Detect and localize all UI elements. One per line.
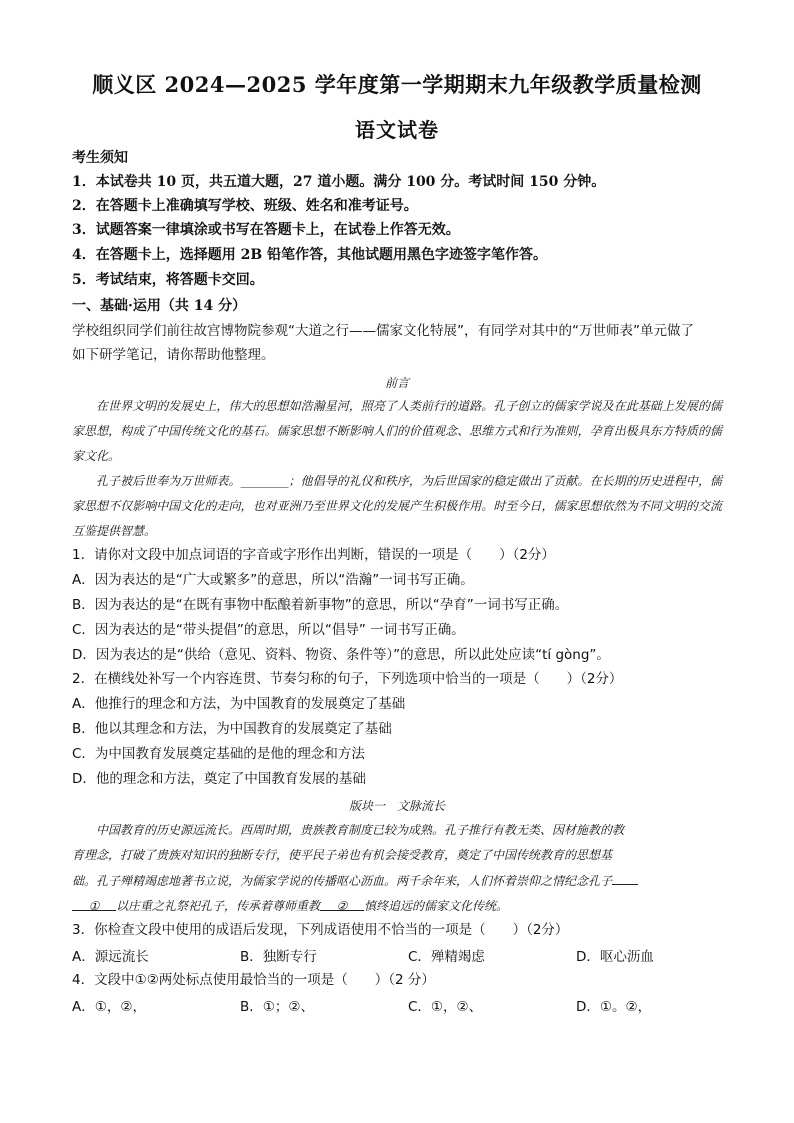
preface-passage	[72, 394, 722, 544]
question-2-option-a: A．他推行的理念和方法，为中国教育的发展奠定了基础	[72, 696, 406, 712]
notice-item: 5．考试结束，将答题卡交回。	[72, 272, 264, 288]
module-passage-line-text: 以庄重之礼祭祀孔子，传承着尊师重教	[116, 899, 321, 913]
question-3-option-d: D．呕心沥血	[576, 949, 654, 965]
blank-marker-1: ①	[72, 894, 116, 911]
module-passage-line: 育理念，打破了贵族对知识的独断专行，使平民子弟也有机会接受教育，奠定了中国传统教育的思想基	[72, 848, 613, 862]
question-1-option-b: B．因为表达的是“在既有事物中酝酿着新事物”的意思，所以“孕育”一词书写正确。	[72, 597, 569, 613]
module-passage-line-text: 慎终追远的儒家文化传统。	[364, 899, 509, 913]
notice-item: 2．在答题卡上准确填写学校、班级、姓名和准考证号。	[72, 198, 418, 214]
module-passage	[72, 818, 722, 919]
question-1-option-d: D．因为表达的是“供给（意见、资料、物资、条件等）”的意思，所以此处应读“tí gòng”。	[72, 647, 610, 663]
question-4-option-c: C．①，②、	[408, 999, 483, 1015]
blank-marker-2: ②	[320, 894, 364, 911]
notice-item: 4．在答题卡上，选择题用 2B 铅笔作答，其他试题用黑色字迹签字笔作答。	[72, 247, 548, 263]
question-2-option-d: D．他的理念和方法，奠定了中国教育发展的基础	[72, 771, 366, 787]
question-4-option-d: D．①。②，	[576, 999, 652, 1015]
question-4-option-a: A．①，②，	[72, 999, 146, 1015]
question-3-option-c: C．殚精竭虑	[408, 949, 485, 965]
module-passage-line: 中国教育的历史源远流长。西周时期，贵族教育制度已较为成熟。孔子推行有教无类、因材施教的教	[96, 823, 625, 837]
module-passage-line-text: 础。孔子殚精竭虑地著书立说，为儒家学说的传播呕心沥血。两千余年来，人们怀着崇仰之情纪念孔子	[72, 874, 613, 888]
preface-heading: 前言	[384, 376, 409, 390]
preface-paragraph-2	[72, 469, 722, 544]
question-4-options	[72, 995, 722, 1015]
fill-blank	[612, 868, 638, 885]
question-2-option-c: C．为中国教育发展奠定基础的是他的理念和方法	[72, 746, 365, 762]
question-4-stem: 4．文段中①②两处标点使用最恰当的一项是（ ）（2 分）	[72, 972, 435, 988]
section-intro-line: 如下研学笔记，请你帮助他整理。	[72, 347, 275, 363]
question-3-options	[72, 945, 722, 965]
question-4-option-b: B．①；②、	[240, 999, 314, 1015]
module-passage-line	[72, 894, 722, 919]
question-3-option-a: A．源远流长	[72, 949, 149, 965]
notice-item: 3．试题答案一律填涂或书写在答题卡上，在试卷上作答无效。	[72, 222, 460, 238]
question-3-stem: 3．你检查文段中使用的成语后发现，下列成语使用不恰当的一项是（ ）（2分）	[72, 922, 569, 938]
section-intro-line: 学校组织同学们前往故宫博物院参观“大道之行——儒家文化特展”，有同学对其中的“万世师表”单元做了	[72, 323, 694, 339]
question-2-stem: 2．在横线处补写一个内容连贯、节奏匀称的句子，下列选项中恰当的一项是（ ）（2分）	[72, 671, 623, 687]
exam-title: 顺义区 2024—2025 学年度第一学期期末九年级教学质量检测	[92, 72, 702, 97]
notice-item: 1．本试卷共 10 页，共五道大题，27 道小题。满分 100 分。考试时间 150 分钟。	[72, 174, 606, 190]
question-1-option-a: A．因为表达的是“广大或繁多”的意思，所以“浩瀚”一词书写正确。	[72, 572, 474, 588]
question-2-option-b: B．他以其理念和方法，为中国教育的发展奠定了基础	[72, 721, 392, 737]
question-3-option-b: B．独断专行	[240, 949, 317, 965]
fill-blank: ________	[240, 474, 289, 488]
preface-p2-rest: ；他倡导的礼仪和秩序，为后世国家的稳定做出了贡献。在长期的历史进程中，儒家思想不仅影响中国文化的走向，也对亚洲乃至世界文化的发展产生积极作用。时至今日，儒家思想依然为不同文明的交流互鉴提供智慧。	[72, 474, 722, 538]
exam-subtitle: 语文试卷	[355, 118, 439, 142]
question-1-option-c: C．因为表达的是“带头提倡”的意思，所以“倡导” 一词书写正确。	[72, 622, 465, 638]
question-1-stem: 1．请你对文段中加点词语的字音或字形作出判断，错误的一项是（ ）（2分）	[72, 547, 555, 563]
preface-p2-start: 孔子被后世奉为万世师表。	[96, 474, 241, 488]
notice-heading: 考生须知	[72, 150, 128, 166]
module-passage-line	[72, 868, 722, 894]
preface-paragraph-1: 在世界文明的发展史上，伟大的思想如浩瀚星河，照亮了人类前行的道路。孔子创立的儒家学说及在此基础上发展的儒家思想，构成了中国传统文化的基石。儒家思想不断影响人们的价值观念、思维方式和行为准则，孕育出极具东方特质的儒家文化。	[72, 399, 722, 463]
module-heading: 版块一 文脉流长	[348, 799, 445, 813]
section-heading: 一、基础·运用（共 14 分）	[72, 298, 247, 314]
